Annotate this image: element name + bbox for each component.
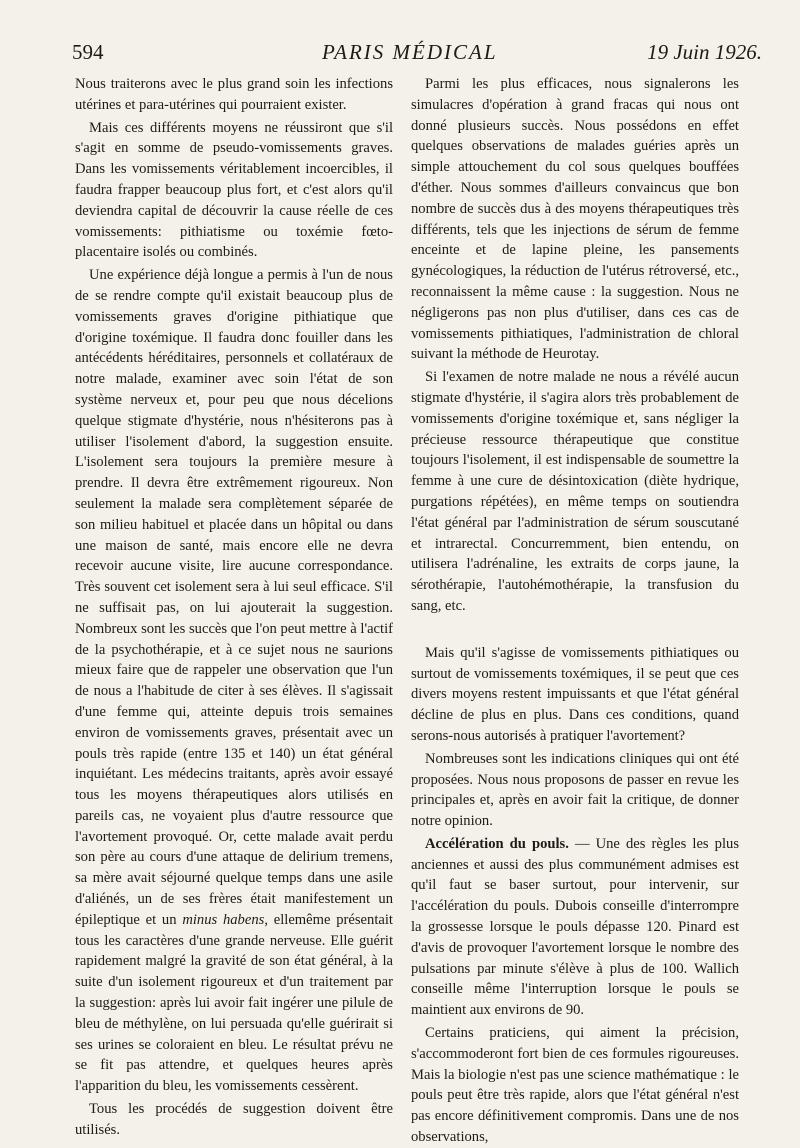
left-column bbox=[75, 74, 393, 1141]
paragraph: Si l'examen de notre malade ne nous a révélé aucun stigmate d'hystérie, il s'agira alors très probablement de vomissements d'origine toxémique et, sans négliger la précieuse ressource thérapeutique que constitue toujours l'isolement, il est indispensable de soumettre la femme à une cure de désintoxication (diète hydrique, purgations répétées), en même temps on soutiendra l'état général par l'administration de sérum souscutané et intrarectal. Concurremment, bien entendu, on utilisera l'adrénaline, les extraits de corps jaune, la sérothérapie, l'autohémothérapie, la transfusion du sang, etc. bbox=[411, 369, 739, 614]
paragraph: Mais ces différents moyens ne réussiront que s'il s'agit en somme de pseudo-vomissements graves. Dans les vomissements véritablement incoercibles, il faudra frapper beaucoup plus fort, et c'est alors qu'il deviendra capital de découvrir la cause réelle de ces vomissements: pithiatisme ou toxémie fœto-placentaire isolés ou combinés. bbox=[75, 119, 393, 261]
paragraph: Parmi les plus efficaces, nous signalerons les simulacres d'opération à grand fracas qui nous ont donné plusieurs succès. Nous possédons en effet quelques observations de malades guéries après un simple attouchement du col sous quelques bouffées d'éther. Nous sommes d'ailleurs convaincus que bon nombre de succès dus à des moyens thérapeutiques très différents, tels que les injections de sérum de femme enceinte et de lapine pleine, les pansements gynécologiques, la réduction de l'utérus rétroversé, etc., reconnaissent la même cause : la suggestion. Nous ne négligerons pas non plus d'utiliser, dans ces cas de vomissements pithiatiques, l'administration de chloral suivant la méthode de Heurotay. bbox=[411, 76, 739, 363]
paragraph: Certains praticiens, qui aiment la précision, s'accommoderont fort bien de ces formules rigoureuses. Mais la biologie n'est pas une science mathématique : le pouls peut être très rapide, alors que l'état général n'est pas encore définitivement compromis. Dans une de nos observations, bbox=[411, 1025, 739, 1146]
paragraph-section bbox=[411, 834, 739, 1021]
section-heading: Accélération du pouls. bbox=[425, 835, 569, 852]
paragraph-text: — Une des règles les plus anciennes et aussi des plus communément admises est qu'il faut se baser surtout, pour intervenir, sur l'accélération du pouls. Dubois conseille d'interrompre la grossesse lorsque le pouls dépasse 120. Pinard est d'avis de provoquer l'avortement lorsque le nombre des pulsations par minute s'élève à plus de 100. Wallich conseille même l'interruption lorsque le pouls se maintient aux environs de 90. bbox=[411, 835, 739, 1019]
paragraph-observation bbox=[75, 265, 393, 1097]
right-column bbox=[411, 74, 739, 1148]
running-header bbox=[72, 40, 762, 68]
paragraph: Nombreuses sont les indications cliniques qui ont été proposées. Nous nous proposons de passer en revue les principales et, après en avoir fait la critique, de donner notre opinion. bbox=[411, 750, 739, 830]
latin-term: minus habens bbox=[182, 911, 265, 928]
journal-title: PARIS MÉDICAL bbox=[322, 40, 498, 64]
paragraph: Mais qu'il s'agisse de vomissements pithiatiques ou surtout de vomissements toxémiques, il se peut que ces divers moyens restent impuissants et que l'état général décline de plus en plus. Dans ces conditions, quand serons-nous autorisés à pratiquer l'avortement? bbox=[411, 644, 739, 744]
paragraph: Nous traiterons avec le plus grand soin les infections utérines et para-utérines qui pourraient exister. bbox=[75, 76, 393, 113]
issue-date: 19 Juin 1926. bbox=[647, 40, 762, 64]
paragraph-text: , ellemême présentait tous les caractères d'une grande nerveuse. Elle guérit rapidement malgré la gravité de son état général, à la suite d'un isolement rigoureux et d'un traitement par la suggestion: après lui avoir fait ingérer une pilule de bleu de méthylène, on lui persuada qu'elle guérirait si ses urines se coloraient en bleu. Le résultat prévu ne se fit pas attendre, et quelques heures après l'apparition du bleu, les vomissements cessèrent. bbox=[75, 911, 393, 1095]
page-number: 594 bbox=[72, 40, 104, 64]
paragraph: Tous les procédés de suggestion doivent être utilisés. bbox=[75, 1101, 393, 1138]
paragraph-text: Une expérience déjà longue a permis à l'un de nous de se rendre compte qu'il existait beaucoup plus de vomissements graves d'origine pithiatique que d'origine toxémique. Il faudra donc fouiller dans les antécédents héréditaires, personnels et collatéraux de notre malade, examiner avec soin l'état de son système nerveux et, pour peu que nous décelions quelque stigmate d'hystérie, nous n'hésiterons pas à utiliser l'isolement d'abord, la suggestion ensuite. L'isolement sera toujours la première mesure à prendre. Il devra être extrêmement rigoureux. Non seulement la malade sera complètement séparée de son milieu habituel et placée dans un hôpital ou dans une maison de santé, mais encore elle ne devra recevoir aucune visite, lire aucune correspondance. Très souvent cet isolement sera à lui seul efficace. S'il ne suffisait pas, on lui ajouterait la suggestion. Nombreux sont les succès que l'on peut mettre à l'actif de la psychothérapie, et à ce sujet nous ne saurions mieux faire que de rappeler une observation que l'un de nous a l'habitude de citer à ses élèves. Il s'agissait d'une femme qui, atteinte depuis trois semaines environ de vomissements graves, présentait avec un pouls très rapide (entre 135 et 140) un état général inquiétant. Les médecins traitants, après avoir essayé tous les moyens thérapeutiques alors utilisés en pareils cas, ne voyaient plus d'autre ressource que l'avortement provoqué. Or, cette malade avait perdu son père au cours d'une attaque de delirium tremens, sa mère avait séjourné quelque temps dans une asile d'aliénés, un de ses frères était manifestement un épileptique et un bbox=[75, 267, 393, 928]
